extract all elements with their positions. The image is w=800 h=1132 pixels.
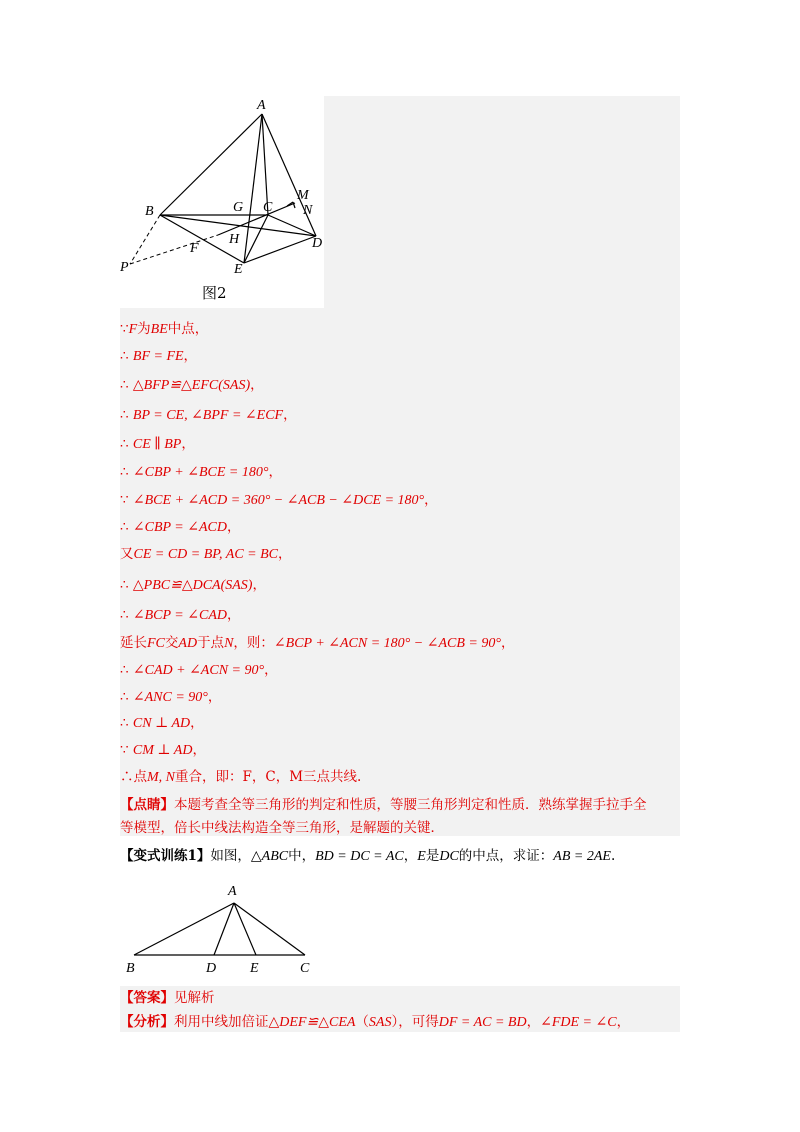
analysis-line: 【分析】利用中线加倍证△DEF≌△CEA（SAS），可得DF = AC = BD，∠FDE = ∠C， xyxy=(120,1014,631,1030)
answer-line: 【答案】见解析 xyxy=(120,990,215,1006)
proof-line-9: 又CE = CD = BP, AC = BC， xyxy=(120,546,292,562)
figure-variant-drawing xyxy=(120,876,320,976)
figure-2-caption: 图2 xyxy=(202,284,227,302)
proof-line-12: 延长FC交AD于点N，则：∠BCP + ∠ACN = 180° − ∠ACB = 90°， xyxy=(120,635,515,651)
proof-line-11: ∴ ∠BCP = ∠CAD， xyxy=(120,607,241,623)
small-label-b: B xyxy=(126,961,135,976)
label-d: D xyxy=(312,236,323,251)
figure-2-drawing xyxy=(120,96,324,308)
small-label-e: E xyxy=(250,961,259,976)
proof-line-13: ∴ ∠CAD + ∠ACN = 90°， xyxy=(120,662,278,678)
label-g: G xyxy=(233,200,244,215)
conclusion-line: ∴点M, N重合，即：F，C，M三点共线. xyxy=(120,769,362,785)
proof-line-6: ∴ ∠CBP + ∠BCE = 180°， xyxy=(120,464,282,480)
proof-line-8: ∴ ∠CBP = ∠ACD， xyxy=(120,519,241,535)
proof-line-5: ∴ CE ∥ BP， xyxy=(120,436,195,452)
label-p: P xyxy=(120,260,129,275)
label-c: C xyxy=(263,200,273,215)
figure-2 xyxy=(120,96,324,308)
comment-line-2: 等模型，倍长中线法构造全等三角形，是解题的关键． xyxy=(120,820,444,836)
proof-line-15: ∴ CN ⊥ AD， xyxy=(120,715,204,731)
figure-variant xyxy=(120,876,320,976)
label-b: B xyxy=(145,204,154,219)
comment-line-1: 【点睛】本题考查全等三角形的判定和性质，等腰三角形判定和性质．熟练掌握手拉手全 xyxy=(120,797,647,813)
proof-line-3: ∴ △BFP≌△EFC(SAS)， xyxy=(120,377,264,393)
proof-line-4: ∴ BP = CE, ∠BPF = ∠ECF， xyxy=(120,407,297,423)
variant-question: 【变式训练1】如图，△ABC中，BD = DC = AC，E是DC的中点，求证：AB = 2AE. xyxy=(120,848,616,864)
label-m: M xyxy=(297,188,309,203)
proof-line-1: ∵F为BE中点， xyxy=(120,321,209,337)
proof-line-7: ∵ ∠BCE + ∠ACD = 360° − ∠ACB − ∠DCE = 180°， xyxy=(120,492,438,508)
label-a: A xyxy=(257,98,266,113)
small-label-c: C xyxy=(300,961,310,976)
small-label-d: D xyxy=(206,961,217,976)
label-f: F xyxy=(190,241,199,256)
label-n: N xyxy=(303,203,313,218)
proof-line-16: ∵ CM ⊥ AD， xyxy=(120,742,206,758)
label-e: E xyxy=(234,262,243,277)
proof-line-2: ∴ BF = FE， xyxy=(120,348,198,364)
proof-line-14: ∴ ∠ANC = 90°， xyxy=(120,689,222,705)
small-label-a: A xyxy=(228,884,237,899)
label-h: H xyxy=(229,232,240,247)
proof-line-10: ∴ △PBC≌△DCA(SAS)， xyxy=(120,577,266,593)
